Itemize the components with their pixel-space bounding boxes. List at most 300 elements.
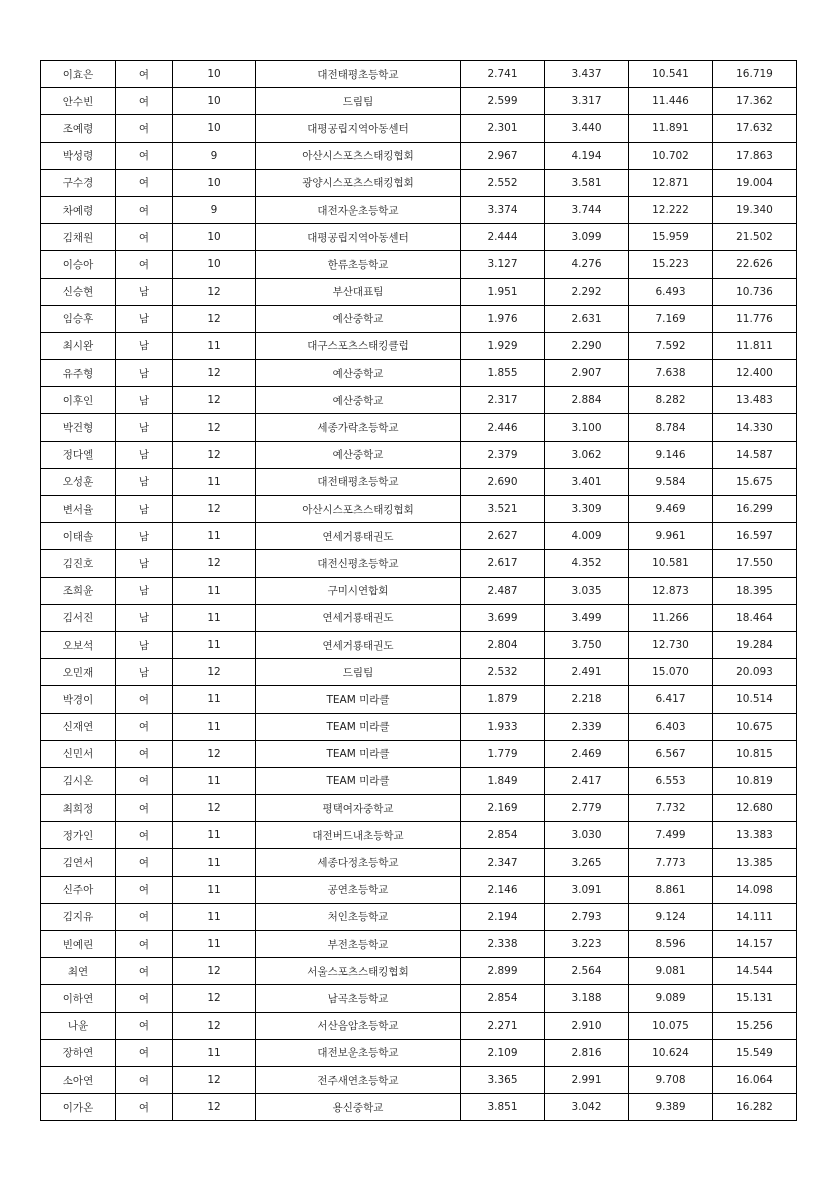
age-cell: 12 — [173, 550, 256, 577]
time-3-6-3-cell: 3.437 — [545, 61, 629, 88]
time-cycle-cell: 11.446 — [629, 88, 713, 115]
gender-cell: 남 — [116, 278, 173, 305]
name-cell: 이가온 — [41, 1094, 116, 1121]
age-cell: 11 — [173, 713, 256, 740]
age-cell: 12 — [173, 496, 256, 523]
time-cycle-cell: 9.469 — [629, 496, 713, 523]
time-total-cell: 16.282 — [713, 1094, 797, 1121]
time-3-6-3-cell: 4.194 — [545, 142, 629, 169]
time-3-3-3-cell: 2.854 — [461, 985, 545, 1012]
time-cycle-cell: 7.732 — [629, 795, 713, 822]
time-total-cell: 19.004 — [713, 169, 797, 196]
age-cell: 11 — [173, 332, 256, 359]
time-total-cell: 10.815 — [713, 740, 797, 767]
table-row — [41, 61, 797, 88]
time-cycle-cell: 15.070 — [629, 659, 713, 686]
time-3-3-3-cell: 2.627 — [461, 523, 545, 550]
age-cell: 12 — [173, 958, 256, 985]
time-3-3-3-cell: 1.879 — [461, 686, 545, 713]
time-3-3-3-cell: 3.127 — [461, 251, 545, 278]
time-3-3-3-cell: 2.804 — [461, 631, 545, 658]
age-cell: 11 — [173, 577, 256, 604]
table-row — [41, 523, 797, 550]
age-cell: 12 — [173, 985, 256, 1012]
time-3-6-3-cell: 2.292 — [545, 278, 629, 305]
time-cycle-cell: 10.581 — [629, 550, 713, 577]
time-total-cell: 16.597 — [713, 523, 797, 550]
team-cell: TEAM 미라클 — [256, 767, 461, 794]
team-cell: 드림팀 — [256, 88, 461, 115]
time-cycle-cell: 7.592 — [629, 332, 713, 359]
table-row — [41, 1066, 797, 1093]
time-total-cell: 11.811 — [713, 332, 797, 359]
time-total-cell: 14.330 — [713, 414, 797, 441]
name-cell: 빈예린 — [41, 931, 116, 958]
gender-cell: 여 — [116, 115, 173, 142]
time-cycle-cell: 6.417 — [629, 686, 713, 713]
gender-cell: 여 — [116, 686, 173, 713]
time-3-6-3-cell: 3.750 — [545, 631, 629, 658]
gender-cell: 여 — [116, 713, 173, 740]
time-cycle-cell: 8.282 — [629, 387, 713, 414]
age-cell: 12 — [173, 795, 256, 822]
team-cell: 구미시연합회 — [256, 577, 461, 604]
table-row — [41, 686, 797, 713]
time-total-cell: 13.383 — [713, 822, 797, 849]
time-3-6-3-cell: 4.276 — [545, 251, 629, 278]
team-cell: 처인초등학교 — [256, 903, 461, 930]
time-cycle-cell: 9.089 — [629, 985, 713, 1012]
name-cell: 신재연 — [41, 713, 116, 740]
time-cycle-cell: 12.871 — [629, 169, 713, 196]
age-cell: 10 — [173, 169, 256, 196]
time-total-cell: 18.464 — [713, 604, 797, 631]
gender-cell: 여 — [116, 1066, 173, 1093]
time-total-cell: 21.502 — [713, 224, 797, 251]
gender-cell: 남 — [116, 414, 173, 441]
gender-cell: 여 — [116, 169, 173, 196]
table-row — [41, 1012, 797, 1039]
gender-cell: 여 — [116, 88, 173, 115]
age-cell: 12 — [173, 305, 256, 332]
gender-cell: 남 — [116, 550, 173, 577]
time-3-3-3-cell: 2.487 — [461, 577, 545, 604]
time-3-3-3-cell: 2.599 — [461, 88, 545, 115]
time-3-3-3-cell: 2.854 — [461, 822, 545, 849]
time-3-3-3-cell: 1.855 — [461, 360, 545, 387]
team-cell: TEAM 미라클 — [256, 740, 461, 767]
time-total-cell: 13.385 — [713, 849, 797, 876]
time-cycle-cell: 7.773 — [629, 849, 713, 876]
team-cell: 평택여자중학교 — [256, 795, 461, 822]
time-cycle-cell: 11.891 — [629, 115, 713, 142]
time-total-cell: 22.626 — [713, 251, 797, 278]
table-row — [41, 332, 797, 359]
time-total-cell: 16.719 — [713, 61, 797, 88]
gender-cell: 여 — [116, 61, 173, 88]
gender-cell: 남 — [116, 604, 173, 631]
name-cell: 조희윤 — [41, 577, 116, 604]
time-3-6-3-cell: 2.793 — [545, 903, 629, 930]
time-3-3-3-cell: 2.552 — [461, 169, 545, 196]
gender-cell: 남 — [116, 659, 173, 686]
team-cell: 서산음암초등학교 — [256, 1012, 461, 1039]
time-cycle-cell: 9.708 — [629, 1066, 713, 1093]
time-cycle-cell: 7.499 — [629, 822, 713, 849]
name-cell: 나윤 — [41, 1012, 116, 1039]
time-3-6-3-cell: 4.352 — [545, 550, 629, 577]
name-cell: 유주형 — [41, 360, 116, 387]
name-cell: 신주아 — [41, 876, 116, 903]
time-3-3-3-cell: 1.849 — [461, 767, 545, 794]
name-cell: 변서율 — [41, 496, 116, 523]
age-cell: 11 — [173, 631, 256, 658]
time-3-6-3-cell: 2.417 — [545, 767, 629, 794]
time-3-3-3-cell: 2.690 — [461, 468, 545, 495]
time-3-6-3-cell: 2.339 — [545, 713, 629, 740]
table-row — [41, 713, 797, 740]
table-row — [41, 604, 797, 631]
time-3-6-3-cell: 2.816 — [545, 1039, 629, 1066]
table-row — [41, 931, 797, 958]
team-cell: 연세거룡태권도 — [256, 604, 461, 631]
time-cycle-cell: 9.146 — [629, 441, 713, 468]
table-row — [41, 631, 797, 658]
team-cell: 대전버드내초등학교 — [256, 822, 461, 849]
time-3-6-3-cell: 3.581 — [545, 169, 629, 196]
team-cell: 대전신평초등학교 — [256, 550, 461, 577]
time-3-3-3-cell: 2.741 — [461, 61, 545, 88]
age-cell: 11 — [173, 931, 256, 958]
table-row — [41, 169, 797, 196]
gender-cell: 여 — [116, 903, 173, 930]
time-total-cell: 20.093 — [713, 659, 797, 686]
time-total-cell: 12.680 — [713, 795, 797, 822]
time-3-3-3-cell: 2.444 — [461, 224, 545, 251]
team-cell: 대평공립지역아동센터 — [256, 224, 461, 251]
time-3-6-3-cell: 3.744 — [545, 196, 629, 223]
time-cycle-cell: 15.959 — [629, 224, 713, 251]
time-3-6-3-cell: 3.223 — [545, 931, 629, 958]
age-cell: 12 — [173, 441, 256, 468]
age-cell: 12 — [173, 414, 256, 441]
name-cell: 안수빈 — [41, 88, 116, 115]
table-row — [41, 849, 797, 876]
age-cell: 11 — [173, 523, 256, 550]
time-cycle-cell: 10.075 — [629, 1012, 713, 1039]
time-total-cell: 11.776 — [713, 305, 797, 332]
gender-cell: 여 — [116, 1012, 173, 1039]
name-cell: 최연 — [41, 958, 116, 985]
time-total-cell: 17.550 — [713, 550, 797, 577]
age-cell: 11 — [173, 849, 256, 876]
time-3-6-3-cell: 3.317 — [545, 88, 629, 115]
time-3-3-3-cell: 1.976 — [461, 305, 545, 332]
time-3-6-3-cell: 4.009 — [545, 523, 629, 550]
time-cycle-cell: 12.222 — [629, 196, 713, 223]
time-3-6-3-cell: 2.884 — [545, 387, 629, 414]
time-cycle-cell: 6.553 — [629, 767, 713, 794]
name-cell: 오민재 — [41, 659, 116, 686]
age-cell: 12 — [173, 387, 256, 414]
name-cell: 장하연 — [41, 1039, 116, 1066]
time-cycle-cell: 8.596 — [629, 931, 713, 958]
time-cycle-cell: 9.389 — [629, 1094, 713, 1121]
gender-cell: 남 — [116, 441, 173, 468]
name-cell: 최시완 — [41, 332, 116, 359]
name-cell: 조예령 — [41, 115, 116, 142]
gender-cell: 여 — [116, 822, 173, 849]
time-3-3-3-cell: 2.379 — [461, 441, 545, 468]
time-cycle-cell: 9.081 — [629, 958, 713, 985]
time-cycle-cell: 6.567 — [629, 740, 713, 767]
gender-cell: 여 — [116, 740, 173, 767]
time-3-6-3-cell: 3.062 — [545, 441, 629, 468]
time-3-3-3-cell: 3.374 — [461, 196, 545, 223]
name-cell: 박건형 — [41, 414, 116, 441]
time-total-cell: 15.256 — [713, 1012, 797, 1039]
age-cell: 10 — [173, 88, 256, 115]
gender-cell: 여 — [116, 849, 173, 876]
time-3-3-3-cell: 2.317 — [461, 387, 545, 414]
name-cell: 박경이 — [41, 686, 116, 713]
time-cycle-cell: 11.266 — [629, 604, 713, 631]
name-cell: 김채원 — [41, 224, 116, 251]
team-cell: TEAM 미라클 — [256, 686, 461, 713]
age-cell: 11 — [173, 903, 256, 930]
team-cell: 드림팀 — [256, 659, 461, 686]
age-cell: 12 — [173, 278, 256, 305]
time-total-cell: 15.549 — [713, 1039, 797, 1066]
time-cycle-cell: 12.873 — [629, 577, 713, 604]
time-total-cell: 19.340 — [713, 196, 797, 223]
time-cycle-cell: 10.702 — [629, 142, 713, 169]
team-cell: 용신중학교 — [256, 1094, 461, 1121]
gender-cell: 남 — [116, 631, 173, 658]
gender-cell: 여 — [116, 142, 173, 169]
table-row — [41, 740, 797, 767]
table-row — [41, 224, 797, 251]
time-total-cell: 10.675 — [713, 713, 797, 740]
age-cell: 12 — [173, 740, 256, 767]
time-3-3-3-cell: 1.929 — [461, 332, 545, 359]
time-cycle-cell: 6.493 — [629, 278, 713, 305]
team-cell: 공연초등학교 — [256, 876, 461, 903]
age-cell: 10 — [173, 115, 256, 142]
time-3-6-3-cell: 3.401 — [545, 468, 629, 495]
time-3-6-3-cell: 3.309 — [545, 496, 629, 523]
gender-cell: 남 — [116, 496, 173, 523]
table-row — [41, 577, 797, 604]
name-cell: 이태솔 — [41, 523, 116, 550]
name-cell: 정다엘 — [41, 441, 116, 468]
time-total-cell: 17.632 — [713, 115, 797, 142]
time-3-6-3-cell: 3.035 — [545, 577, 629, 604]
name-cell: 오보석 — [41, 631, 116, 658]
time-3-3-3-cell: 3.365 — [461, 1066, 545, 1093]
team-cell: 광양시스포츠스태킹협회 — [256, 169, 461, 196]
age-cell: 10 — [173, 251, 256, 278]
time-3-6-3-cell: 3.265 — [545, 849, 629, 876]
gender-cell: 여 — [116, 251, 173, 278]
name-cell: 이후인 — [41, 387, 116, 414]
age-cell: 12 — [173, 360, 256, 387]
time-cycle-cell: 12.730 — [629, 631, 713, 658]
gender-cell: 여 — [116, 876, 173, 903]
team-cell: 대전자운초등학교 — [256, 196, 461, 223]
table-row — [41, 767, 797, 794]
table-row — [41, 305, 797, 332]
time-3-6-3-cell: 2.218 — [545, 686, 629, 713]
time-total-cell: 14.098 — [713, 876, 797, 903]
team-cell: 대전태평초등학교 — [256, 61, 461, 88]
time-3-3-3-cell: 2.967 — [461, 142, 545, 169]
team-cell: 예산중학교 — [256, 360, 461, 387]
time-cycle-cell: 10.541 — [629, 61, 713, 88]
time-3-3-3-cell: 2.301 — [461, 115, 545, 142]
time-total-cell: 14.111 — [713, 903, 797, 930]
time-3-6-3-cell: 2.991 — [545, 1066, 629, 1093]
team-cell: 세종가락초등학교 — [256, 414, 461, 441]
age-cell: 10 — [173, 61, 256, 88]
time-3-3-3-cell: 2.338 — [461, 931, 545, 958]
team-cell: 예산중학교 — [256, 387, 461, 414]
time-total-cell: 15.131 — [713, 985, 797, 1012]
age-cell: 11 — [173, 686, 256, 713]
gender-cell: 남 — [116, 468, 173, 495]
team-cell: 예산중학교 — [256, 305, 461, 332]
gender-cell: 여 — [116, 1094, 173, 1121]
gender-cell: 여 — [116, 224, 173, 251]
time-3-3-3-cell: 2.194 — [461, 903, 545, 930]
team-cell: 부산대표팀 — [256, 278, 461, 305]
age-cell: 10 — [173, 224, 256, 251]
time-3-3-3-cell: 2.446 — [461, 414, 545, 441]
time-3-6-3-cell: 2.469 — [545, 740, 629, 767]
time-3-6-3-cell: 3.042 — [545, 1094, 629, 1121]
table-row — [41, 876, 797, 903]
time-total-cell: 14.544 — [713, 958, 797, 985]
name-cell: 최희정 — [41, 795, 116, 822]
table-row — [41, 88, 797, 115]
gender-cell: 남 — [116, 360, 173, 387]
gender-cell: 여 — [116, 767, 173, 794]
time-cycle-cell: 15.223 — [629, 251, 713, 278]
age-cell: 11 — [173, 468, 256, 495]
table-row — [41, 1094, 797, 1121]
time-total-cell: 13.483 — [713, 387, 797, 414]
team-cell: 남곡초등학교 — [256, 985, 461, 1012]
time-cycle-cell: 6.403 — [629, 713, 713, 740]
table-row — [41, 251, 797, 278]
time-3-3-3-cell: 2.109 — [461, 1039, 545, 1066]
table-row — [41, 958, 797, 985]
team-cell: 세종다정초등학교 — [256, 849, 461, 876]
team-cell: 아산시스포츠스태킹협회 — [256, 496, 461, 523]
time-3-3-3-cell: 2.617 — [461, 550, 545, 577]
gender-cell: 남 — [116, 305, 173, 332]
age-cell: 12 — [173, 1066, 256, 1093]
name-cell: 박성령 — [41, 142, 116, 169]
gender-cell: 여 — [116, 196, 173, 223]
name-cell: 정가인 — [41, 822, 116, 849]
age-cell: 11 — [173, 876, 256, 903]
team-cell: 대전보운초등학교 — [256, 1039, 461, 1066]
gender-cell: 여 — [116, 985, 173, 1012]
name-cell: 이효은 — [41, 61, 116, 88]
time-total-cell: 16.064 — [713, 1066, 797, 1093]
table-row — [41, 468, 797, 495]
time-3-6-3-cell: 3.030 — [545, 822, 629, 849]
table-row — [41, 985, 797, 1012]
age-cell: 9 — [173, 142, 256, 169]
gender-cell: 남 — [116, 523, 173, 550]
table-row — [41, 414, 797, 441]
team-cell: 서울스포츠스태킹협회 — [256, 958, 461, 985]
team-cell: 전주새연초등학교 — [256, 1066, 461, 1093]
table-row — [41, 496, 797, 523]
name-cell: 소아연 — [41, 1066, 116, 1093]
team-cell: 아산시스포츠스태킹협회 — [256, 142, 461, 169]
time-3-3-3-cell: 2.271 — [461, 1012, 545, 1039]
age-cell: 9 — [173, 196, 256, 223]
time-3-6-3-cell: 3.091 — [545, 876, 629, 903]
results-table — [40, 60, 797, 1121]
time-3-3-3-cell: 2.899 — [461, 958, 545, 985]
team-cell: 예산중학교 — [256, 441, 461, 468]
name-cell: 신민서 — [41, 740, 116, 767]
time-total-cell: 10.514 — [713, 686, 797, 713]
team-cell: 대평공립지역아동센터 — [256, 115, 461, 142]
name-cell: 김시온 — [41, 767, 116, 794]
time-3-3-3-cell: 1.933 — [461, 713, 545, 740]
name-cell: 신승현 — [41, 278, 116, 305]
gender-cell: 여 — [116, 931, 173, 958]
time-total-cell: 14.157 — [713, 931, 797, 958]
table-row — [41, 196, 797, 223]
gender-cell: 남 — [116, 332, 173, 359]
age-cell: 12 — [173, 1012, 256, 1039]
age-cell: 11 — [173, 1039, 256, 1066]
results-table-body — [41, 61, 797, 1121]
time-total-cell: 17.362 — [713, 88, 797, 115]
time-3-3-3-cell: 2.347 — [461, 849, 545, 876]
time-3-6-3-cell: 2.907 — [545, 360, 629, 387]
age-cell: 11 — [173, 822, 256, 849]
gender-cell: 남 — [116, 577, 173, 604]
time-total-cell: 18.395 — [713, 577, 797, 604]
time-3-6-3-cell: 3.440 — [545, 115, 629, 142]
gender-cell: 여 — [116, 958, 173, 985]
time-cycle-cell: 7.169 — [629, 305, 713, 332]
time-total-cell: 10.819 — [713, 767, 797, 794]
time-3-6-3-cell: 3.499 — [545, 604, 629, 631]
table-row — [41, 360, 797, 387]
name-cell: 오성훈 — [41, 468, 116, 495]
time-3-3-3-cell: 3.521 — [461, 496, 545, 523]
age-cell: 11 — [173, 767, 256, 794]
table-row — [41, 115, 797, 142]
team-cell: TEAM 미라클 — [256, 713, 461, 740]
gender-cell: 여 — [116, 795, 173, 822]
time-total-cell: 17.863 — [713, 142, 797, 169]
team-cell: 부전초등학교 — [256, 931, 461, 958]
time-cycle-cell: 8.861 — [629, 876, 713, 903]
table-row — [41, 822, 797, 849]
name-cell: 이하연 — [41, 985, 116, 1012]
name-cell: 김진호 — [41, 550, 116, 577]
gender-cell: 여 — [116, 1039, 173, 1066]
